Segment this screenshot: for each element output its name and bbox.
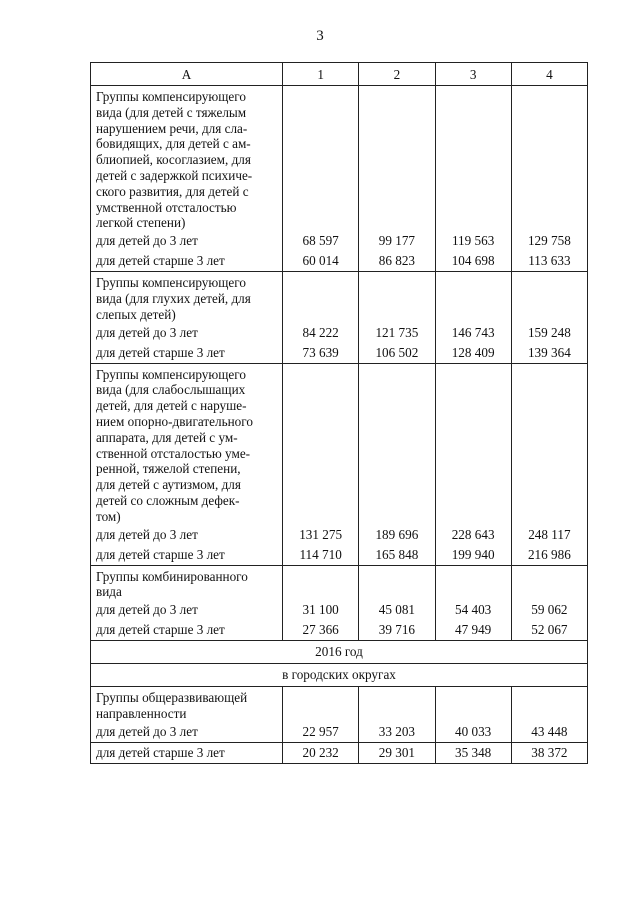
table-row — [91, 600, 588, 620]
row-label: для детей старше 3 лет — [91, 620, 283, 641]
group-title-line: аппарата, для детей с ум- — [96, 429, 238, 445]
value-cell: 228 643 — [435, 525, 511, 545]
value-cell: 22 957 — [283, 722, 359, 743]
group-title-row — [91, 363, 588, 524]
group-title-row — [91, 272, 588, 323]
group-title-line: Группы комбинированного — [96, 568, 248, 584]
empty-cell — [283, 565, 359, 600]
table-row — [91, 545, 588, 566]
table-row — [91, 722, 588, 743]
group-title-line: умственной отсталостью — [96, 199, 237, 215]
value-cell: 165 848 — [359, 545, 435, 566]
group-title-line: нием опорно-двигательного — [96, 413, 253, 429]
value-cell: 159 248 — [511, 323, 587, 343]
group-title-line: вида (для глухих детей, для — [96, 290, 251, 306]
value-cell: 27 366 — [283, 620, 359, 641]
value-cell: 106 502 — [359, 343, 435, 364]
group-title-line: ственной отсталостью уме- — [96, 445, 251, 461]
empty-cell — [435, 86, 511, 232]
empty-cell — [511, 687, 587, 722]
group-title-line: Группы компенсирующего — [96, 275, 246, 291]
value-cell: 33 203 — [359, 722, 435, 743]
value-cell: 128 409 — [435, 343, 511, 364]
value-cell: 189 696 — [359, 525, 435, 545]
row-label: для детей старше 3 лет — [91, 251, 283, 272]
value-cell: 139 364 — [511, 343, 587, 364]
value-cell: 99 177 — [359, 231, 435, 251]
area-heading: в городских округах — [91, 664, 588, 687]
empty-cell — [359, 272, 435, 323]
group-title-line: бовидящих, для детей с ам- — [96, 136, 251, 152]
value-cell: 54 403 — [435, 600, 511, 620]
page-number: 3 — [316, 28, 324, 44]
table-row — [91, 231, 588, 251]
value-cell: 248 117 — [511, 525, 587, 545]
value-cell: 43 448 — [511, 722, 587, 743]
row-label: для детей старше 3 лет — [91, 545, 283, 566]
empty-cell — [283, 687, 359, 722]
table-row — [91, 620, 588, 641]
value-cell: 119 563 — [435, 231, 511, 251]
value-cell: 73 639 — [283, 343, 359, 364]
table-body — [91, 86, 588, 764]
empty-cell — [359, 565, 435, 600]
group-title — [91, 565, 283, 600]
column-header: 4 — [511, 63, 587, 86]
table-row — [91, 251, 588, 272]
value-cell: 39 716 — [359, 620, 435, 641]
group-title-line: детей, для детей с наруше- — [96, 398, 247, 414]
data-table — [90, 62, 588, 764]
table-row — [91, 323, 588, 343]
empty-cell — [359, 86, 435, 232]
value-cell: 114 710 — [283, 545, 359, 566]
group-title-line: направленности — [96, 705, 187, 721]
empty-cell — [283, 272, 359, 323]
value-cell: 129 758 — [511, 231, 587, 251]
value-cell: 113 633 — [511, 251, 587, 272]
value-cell: 35 348 — [435, 742, 511, 763]
table-row — [91, 742, 588, 763]
row-label: для детей старше 3 лет — [91, 343, 283, 364]
year-heading-row — [91, 641, 588, 664]
group-title — [91, 687, 283, 722]
value-cell: 45 081 — [359, 600, 435, 620]
value-cell: 52 067 — [511, 620, 587, 641]
table-header-row — [91, 63, 588, 86]
group-title-line: ренной, тяжелой степени, — [96, 461, 241, 477]
row-label: для детей до 3 лет — [91, 525, 283, 545]
row-label: для детей до 3 лет — [91, 600, 283, 620]
group-title-line: детей с задержкой психиче- — [96, 167, 253, 183]
area-heading-row — [91, 664, 588, 687]
value-cell: 29 301 — [359, 742, 435, 763]
group-title-line: вида — [96, 584, 122, 600]
group-title-line: Группы общеразвивающей — [96, 690, 248, 706]
group-title-row — [91, 565, 588, 600]
value-cell: 131 275 — [283, 525, 359, 545]
group-title-line: вида (для слабослышащих — [96, 382, 246, 398]
table-row — [91, 343, 588, 364]
value-cell: 20 232 — [283, 742, 359, 763]
value-cell: 60 014 — [283, 251, 359, 272]
value-cell: 84 222 — [283, 323, 359, 343]
group-title-line: для детей с аутизмом, для — [96, 477, 241, 493]
empty-cell — [435, 363, 511, 524]
group-title — [91, 86, 283, 232]
group-title-line: детей со сложным дефек- — [96, 492, 240, 508]
empty-cell — [283, 363, 359, 524]
value-cell: 68 597 — [283, 231, 359, 251]
empty-cell — [511, 86, 587, 232]
value-cell: 86 823 — [359, 251, 435, 272]
group-title-row — [91, 687, 588, 722]
group-title-line: вида (для детей с тяжелым — [96, 104, 247, 120]
value-cell: 31 100 — [283, 600, 359, 620]
empty-cell — [511, 363, 587, 524]
group-title-line: нарушением речи, для сла- — [96, 120, 248, 136]
value-cell: 59 062 — [511, 600, 587, 620]
empty-cell — [283, 86, 359, 232]
value-cell: 146 743 — [435, 323, 511, 343]
group-title — [91, 272, 283, 323]
group-title-line: слепых детей) — [96, 306, 176, 322]
empty-cell — [511, 272, 587, 323]
value-cell: 121 735 — [359, 323, 435, 343]
empty-cell — [435, 687, 511, 722]
row-label: для детей до 3 лет — [91, 722, 283, 743]
empty-cell — [435, 565, 511, 600]
empty-cell — [435, 272, 511, 323]
row-label: для детей старше 3 лет — [91, 742, 283, 763]
year-heading: 2016 год — [91, 641, 588, 664]
row-label: для детей до 3 лет — [91, 231, 283, 251]
value-cell: 104 698 — [435, 251, 511, 272]
column-header: 1 — [283, 63, 359, 86]
value-cell: 216 986 — [511, 545, 587, 566]
empty-cell — [359, 363, 435, 524]
group-title-line: ского развития, для детей с — [96, 183, 249, 199]
column-header: А — [91, 63, 283, 86]
empty-cell — [359, 687, 435, 722]
table-row — [91, 525, 588, 545]
value-cell: 199 940 — [435, 545, 511, 566]
row-label: для детей до 3 лет — [91, 323, 283, 343]
column-header: 2 — [359, 63, 435, 86]
value-cell: 40 033 — [435, 722, 511, 743]
group-title-line: Группы компенсирующего — [96, 89, 246, 104]
group-title-line: Группы компенсирующего — [96, 366, 246, 382]
group-title-line: том) — [96, 508, 121, 524]
column-header: 3 — [435, 63, 511, 86]
group-title — [91, 363, 283, 524]
group-title-line: легкой степени) — [96, 215, 186, 231]
group-title-row — [91, 86, 588, 232]
value-cell: 38 372 — [511, 742, 587, 763]
empty-cell — [511, 565, 587, 600]
value-cell: 47 949 — [435, 620, 511, 641]
group-title-line: блиопией, косоглазием, для — [96, 152, 251, 168]
